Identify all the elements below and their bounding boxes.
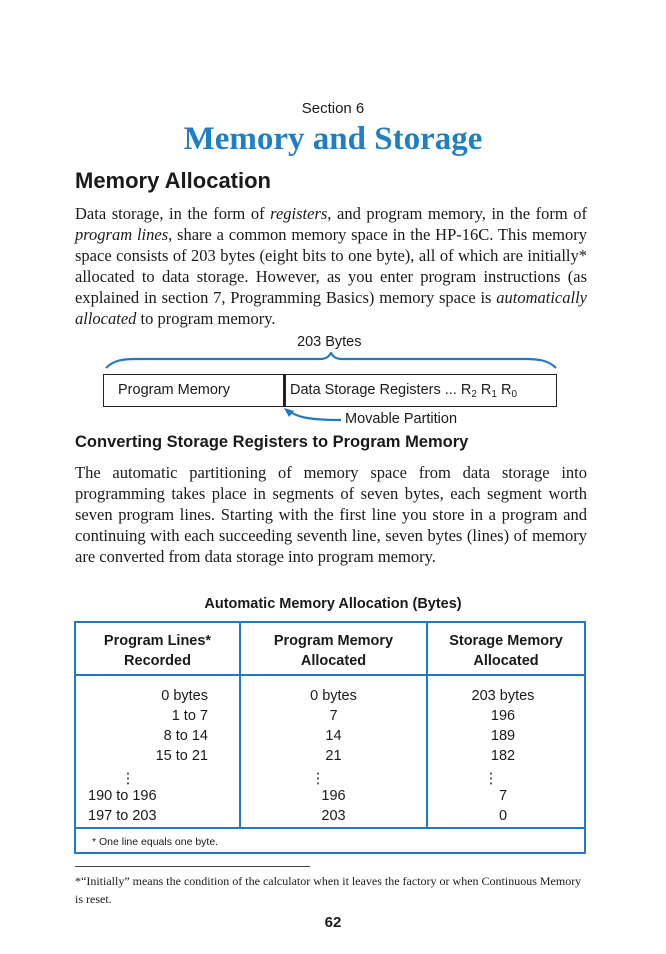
cell-lines: 1 to 7 (171, 708, 208, 724)
partition-divider (283, 374, 286, 407)
section-label: Section 6 (301, 100, 365, 117)
table-header-rule (76, 674, 584, 676)
cell-storage: 0 (498, 808, 508, 824)
header-program-memory: Program Memory Allocated (273, 633, 394, 669)
page-number: 62 (324, 914, 342, 931)
chapter-title: Memory and Storage (183, 121, 483, 157)
cell-program: 21 (325, 748, 342, 764)
cell-lines: 197 to 203 (88, 808, 157, 824)
brace-icon (105, 352, 557, 372)
page-footnote: *“Initially” means the condition of the calculator when it leaves the factory or when Continuous Memory is reset. (75, 874, 582, 906)
ellipsis-icon: ⋮ (310, 771, 326, 787)
cell-program: 7 (329, 708, 338, 724)
cell-lines: 0 bytes (161, 688, 208, 704)
heading-memory-allocation: Memory Allocation (75, 168, 271, 193)
table-note: * One line equals one byte. (92, 836, 219, 848)
cell-storage: 196 (490, 708, 516, 724)
cell-lines: 190 to 196 (88, 788, 157, 804)
arrow-icon (283, 408, 343, 424)
allocation-table (74, 621, 586, 854)
cell-storage: 203 bytes (471, 688, 535, 704)
cell-lines: 8 to 14 (163, 728, 208, 744)
cell-program: 203 (321, 808, 346, 824)
program-memory-label: Program Memory (118, 382, 230, 398)
partition-label: Movable Partition (345, 411, 458, 427)
cell-program: 0 bytes (310, 688, 357, 704)
cell-storage: 182 (490, 748, 516, 764)
paragraph-converting: The automatic partitioning of memory space from data storage into programming takes place in segments of seven bytes, each segment worth seven program lines. Starting with the first line you store in a program and continuing with each succeeding seventh line, seven bytes (lines) of memory are converted from data storage into program memory. (75, 463, 587, 566)
cell-storage: 189 (490, 728, 516, 744)
paragraph-memory-allocation: Data storage, in the form of registers, and program memory, in the form of program lines, share a common memory space in the HP-16C. This memory space consists of 203 bytes (eight bits to one byte), all of which are initially* allocated to data storage. However, as you enter program instructions (as explained in section 7, Programming Basics) memory space is automatically allocated to program memory. (75, 204, 587, 328)
cell-program: 196 (321, 788, 346, 804)
table-footnote-rule (76, 827, 584, 829)
memory-box (103, 374, 557, 407)
ellipsis-icon: ⋮ (120, 771, 136, 787)
footnote-divider (75, 866, 310, 867)
cell-lines: 15 to 21 (155, 748, 208, 764)
header-storage-memory: Storage Memory Allocated (449, 633, 563, 669)
ellipsis-icon: ⋮ (483, 771, 499, 787)
table-title: Automatic Memory Allocation (Bytes) (204, 596, 462, 612)
header-program-lines: Program Lines* Recorded (103, 633, 212, 669)
data-registers-label: Data Storage Registers ... $R_2$ $R_1$ $R_0$ (290, 382, 518, 400)
cell-program: 14 (325, 728, 342, 744)
heading-converting: Converting Storage Registers to Program Memory (75, 433, 469, 451)
bytes-label: 203 Bytes (297, 334, 362, 350)
cell-storage: 7 (498, 788, 508, 804)
